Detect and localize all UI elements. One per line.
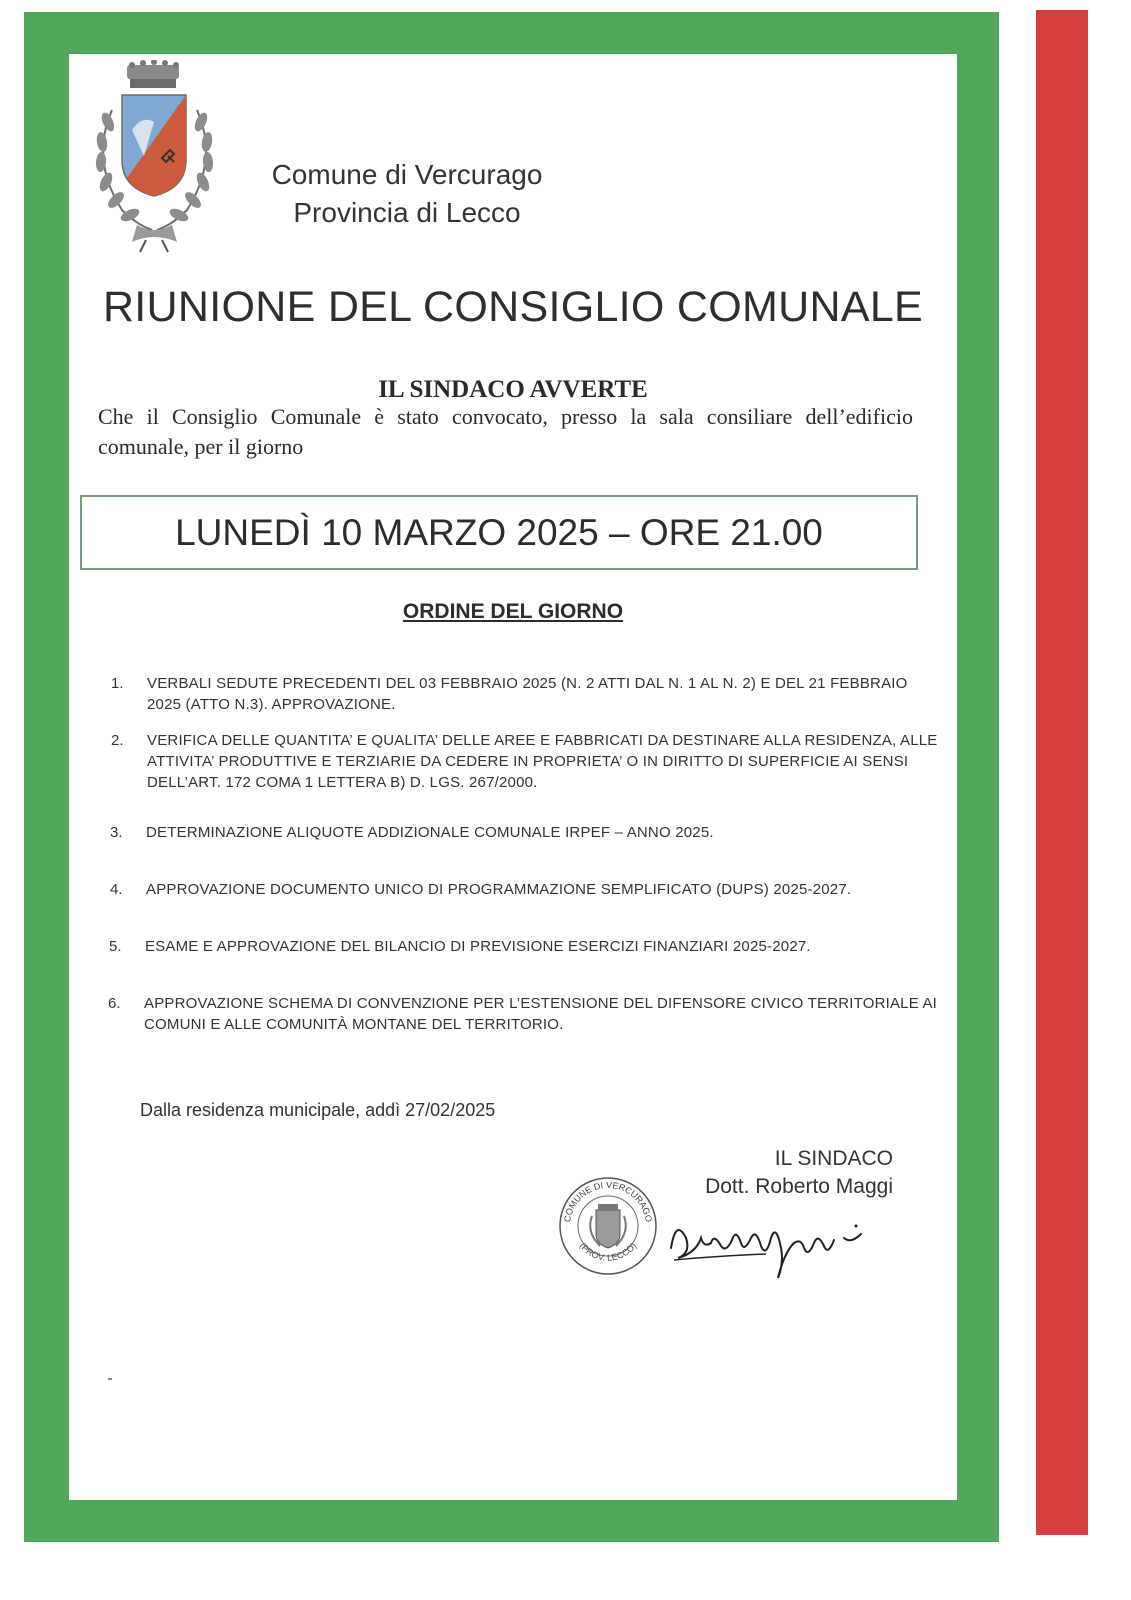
agenda-item-number: 4. bbox=[110, 881, 123, 898]
agenda-item-text: ESAME E APPROVAZIONE DEL BILANCIO DI PREVISIONE ESERCIZI FINANZIARI 2025-2027. bbox=[145, 938, 811, 955]
mayor-name: Dott. Roberto Maggi bbox=[705, 1175, 893, 1198]
scan-artifact bbox=[108, 1378, 112, 1380]
agenda-item-text: VERIFICA DELLE QUANTITA’ E QUALITA’ DELLE AREE E FABBRICATI DA DESTINARE ALLA RESIDENZA, ALLE ATTIVITA’ PRODUTTIVE E TERZIARIE DA CEDERE IN PROPRIETA’ O IN DIRITTO DI SUPERFICIE AI SENSI DELL’ART. 172 COMA 1 LETTERA B) D. LGS. 267/2000. bbox=[147, 732, 938, 791]
notice-heading: IL SINDACO AVVERTE bbox=[378, 376, 648, 403]
list-item bbox=[107, 936, 940, 957]
agenda-item-number: 1. bbox=[111, 675, 124, 692]
province-name: Provincia di Lecco bbox=[293, 197, 521, 228]
mayor-role: IL SINDACO bbox=[774, 1147, 893, 1170]
agenda-item-number: 6. bbox=[108, 995, 121, 1012]
agenda-item-number: 3. bbox=[110, 824, 123, 841]
stamp-bottom-text: (PROV. LECCO) bbox=[577, 1240, 639, 1263]
official-stamp-icon bbox=[556, 1172, 660, 1280]
meeting-datetime: LUNEDÌ 10 MARZO 2025 – ORE 21.00 bbox=[175, 511, 823, 553]
municipality-name: Comune di Vercurago bbox=[271, 159, 543, 190]
list-item bbox=[108, 822, 941, 843]
place-and-date: Dalla residenza municipale, addì 27/02/2025 bbox=[140, 1100, 496, 1120]
agenda-title: ORDINE DEL GIORNO bbox=[402, 600, 624, 623]
notice-text: Che il Consiglio Comunale è stato convocato, presso la sala consiliare dell’edificio comunale, per il giorno bbox=[98, 404, 913, 459]
list-item bbox=[106, 993, 939, 1035]
agenda-item-text: APPROVAZIONE DOCUMENTO UNICO DI PROGRAMMAZIONE SEMPLIFICATO (DUPS) 2025-2027. bbox=[146, 881, 852, 898]
agenda-item-text: VERBALI SEDUTE PRECEDENTI DEL 03 FEBBRAIO 2025 (N. 2 ATTI DAL N. 1 AL N. 2) E DEL 21 FEBBRAIO 2025 (ATTO N.3). APPROVAZIONE. bbox=[147, 675, 908, 713]
list-item bbox=[109, 673, 942, 715]
stamp-top-text: COMUNE DI VERCURAGO bbox=[562, 1179, 654, 1223]
agenda-item-text: APPROVAZIONE SCHEMA DI CONVENZIONE PER L’ESTENSIONE DEL DIFENSORE CIVICO TERRITORIALE AI COMUNI E ALLE COMUNITÀ MONTANE DEL TERRITORIO. bbox=[144, 995, 938, 1033]
list-item bbox=[109, 730, 942, 793]
page-title: RIUNIONE DEL CONSIGLIO COMUNALE bbox=[102, 283, 924, 331]
agenda-item-text: DETERMINAZIONE ALIQUOTE ADDIZIONALE COMUNALE IRPEF – ANNO 2025. bbox=[146, 824, 714, 841]
mayor-signature-icon bbox=[666, 1208, 866, 1282]
agenda-item-number: 2. bbox=[111, 732, 124, 749]
list-item bbox=[108, 879, 941, 900]
agenda-item-number: 5. bbox=[109, 938, 122, 955]
